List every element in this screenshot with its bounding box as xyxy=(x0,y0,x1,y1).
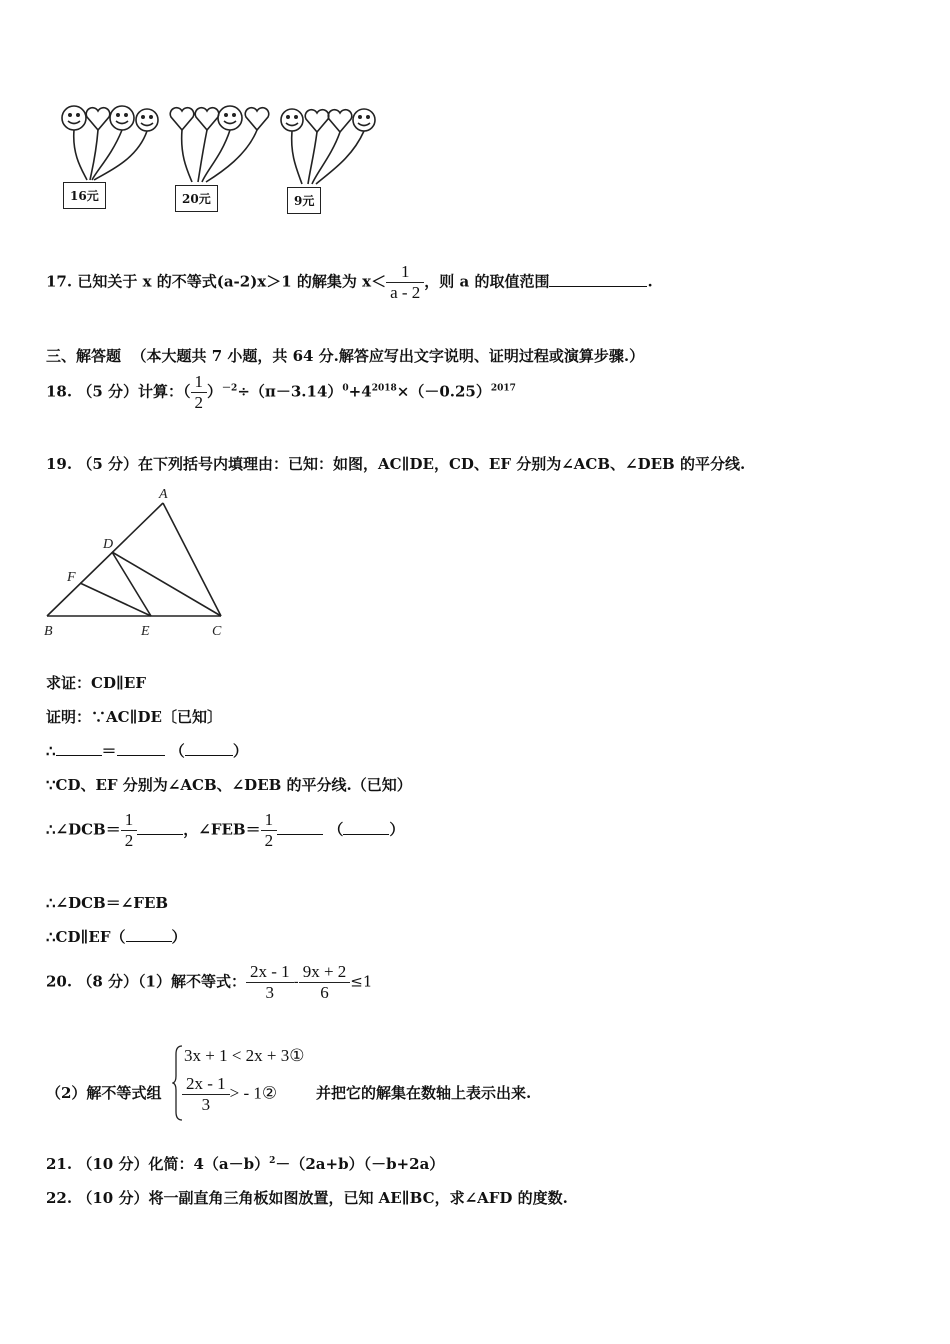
question-text: 已知关于 x 的不等式(a-2)x＞1 的解集为 x＜ xyxy=(77,272,387,291)
answer-blank[interactable] xyxy=(185,741,233,756)
question-20-part2: （2）解不等式组 xyxy=(46,1084,162,1102)
heart-icon xyxy=(86,108,110,130)
price-tag-3: 9元 xyxy=(287,187,321,214)
question-number: 20. xyxy=(46,972,73,991)
point-label-A: A xyxy=(159,487,168,502)
answer-blank[interactable] xyxy=(277,820,323,835)
heart-icon xyxy=(328,110,352,132)
smiley-icon xyxy=(281,109,303,131)
prove-statement: 求证：CD∥EF xyxy=(46,674,146,692)
question-number: 18. xyxy=(46,382,73,401)
fraction: $\frac{1}{2}$ xyxy=(261,810,278,851)
smiley-icon xyxy=(110,106,134,130)
smiley-icon xyxy=(62,106,86,130)
question-22: 22. （10 分）将一副直角三角板如图放置，已知 AE∥BC，求∠AFD 的度数. xyxy=(46,1189,568,1207)
answer-blank[interactable] xyxy=(137,820,183,835)
point-label-D: D xyxy=(103,537,114,552)
heart-icon xyxy=(245,108,269,130)
question-text: ，则 a 的取值范围 xyxy=(424,272,550,291)
answer-blank[interactable] xyxy=(549,272,647,287)
proof-line: ∴CD∥EF（ ） xyxy=(46,928,187,946)
question-number: 19. xyxy=(46,455,73,473)
price-tag-2: 20元 xyxy=(175,185,218,212)
smiley-icon xyxy=(353,109,375,131)
heart-icon xyxy=(305,110,329,132)
proof-line: 证明：∵AC∥DE〔已知〕 xyxy=(46,708,222,726)
proof-line: ∴∠DCB＝ $\frac{1}{2}$ ，∠FEB＝ $\frac{1}{2}$ （ ） xyxy=(46,810,405,850)
answer-blank[interactable] xyxy=(56,741,102,756)
answer-blank[interactable] xyxy=(126,927,172,942)
point-label-B: B xyxy=(44,624,53,639)
triangle-figure xyxy=(40,484,240,640)
point-label-C: C xyxy=(212,624,222,639)
answer-blank[interactable] xyxy=(117,741,165,756)
question-17: 17. 已知关于 x 的不等式(a-2)x＞1 的解集为 x＜ $\frac{1}{a - 2}$ ，则 a 的取值范围 . xyxy=(46,262,653,302)
smiley-icon xyxy=(218,106,242,130)
smiley-icon xyxy=(136,109,158,131)
price-tag-1: 16元 xyxy=(63,182,106,209)
fraction: $\frac{1}{2}$ xyxy=(191,372,208,413)
section-heading: 三、解答题 （本大题共 7 小题，共 64 分.解答应写出文字说明、证明过程或演算步骤.） xyxy=(46,347,645,365)
inequality-1: 3x + 1 < 2x + 3① xyxy=(184,1046,305,1065)
question-20: 20. （8 分）（1）解不等式： $\frac{2x - 1}{3}$ - $\frac{9x + 2}{6}$ ≤1 xyxy=(46,962,373,1002)
proof-line: ∴∠DCB＝∠FEB xyxy=(46,894,169,912)
question-19: 19. （5 分）在下列括号内填理由：已知：如图，AC∥DE，CD、EF 分别为∠ACB、∠DEB 的平分线. xyxy=(46,455,746,473)
proof-line: ∵CD、EF 分别为∠ACB、∠DEB 的平分线.（已知） xyxy=(46,776,412,794)
heart-icon xyxy=(195,108,219,130)
point-label-F: F xyxy=(67,570,76,585)
point-label-E: E xyxy=(141,624,150,639)
question-number: 21. xyxy=(46,1155,73,1173)
question-number: 22. xyxy=(46,1189,73,1207)
question-18: 18. （5 分）计算：（ $\frac{1}{2}$ ）$^{-2}\div(\pi-3.14)^0+4^{2018}\times(-0.25)^{2017}$ xyxy=(46,372,516,412)
question-20-tail: 并把它的解集在数轴上表示出来. xyxy=(316,1084,532,1102)
answer-blank[interactable] xyxy=(343,820,389,835)
heart-icon xyxy=(170,108,194,130)
inequality-2: $\frac{2x - 1}{3}$ > - 1② xyxy=(182,1074,277,1115)
fraction: $\frac{1}{a - 2}$ xyxy=(386,262,424,303)
fraction: $\frac{2x - 1}{3}$ xyxy=(246,962,294,1003)
proof-line: ∴ ＝ （ ） xyxy=(46,742,248,760)
question-21: 21. （10 分）化简：$4(a-b)^2-(2a+b)(-b+2a)$ xyxy=(46,1155,445,1173)
fraction: $\frac{1}{2}$ xyxy=(121,810,138,851)
question-number: 17. xyxy=(46,272,73,291)
fraction: $\frac{9x + 2}{6}$ xyxy=(299,962,351,1003)
